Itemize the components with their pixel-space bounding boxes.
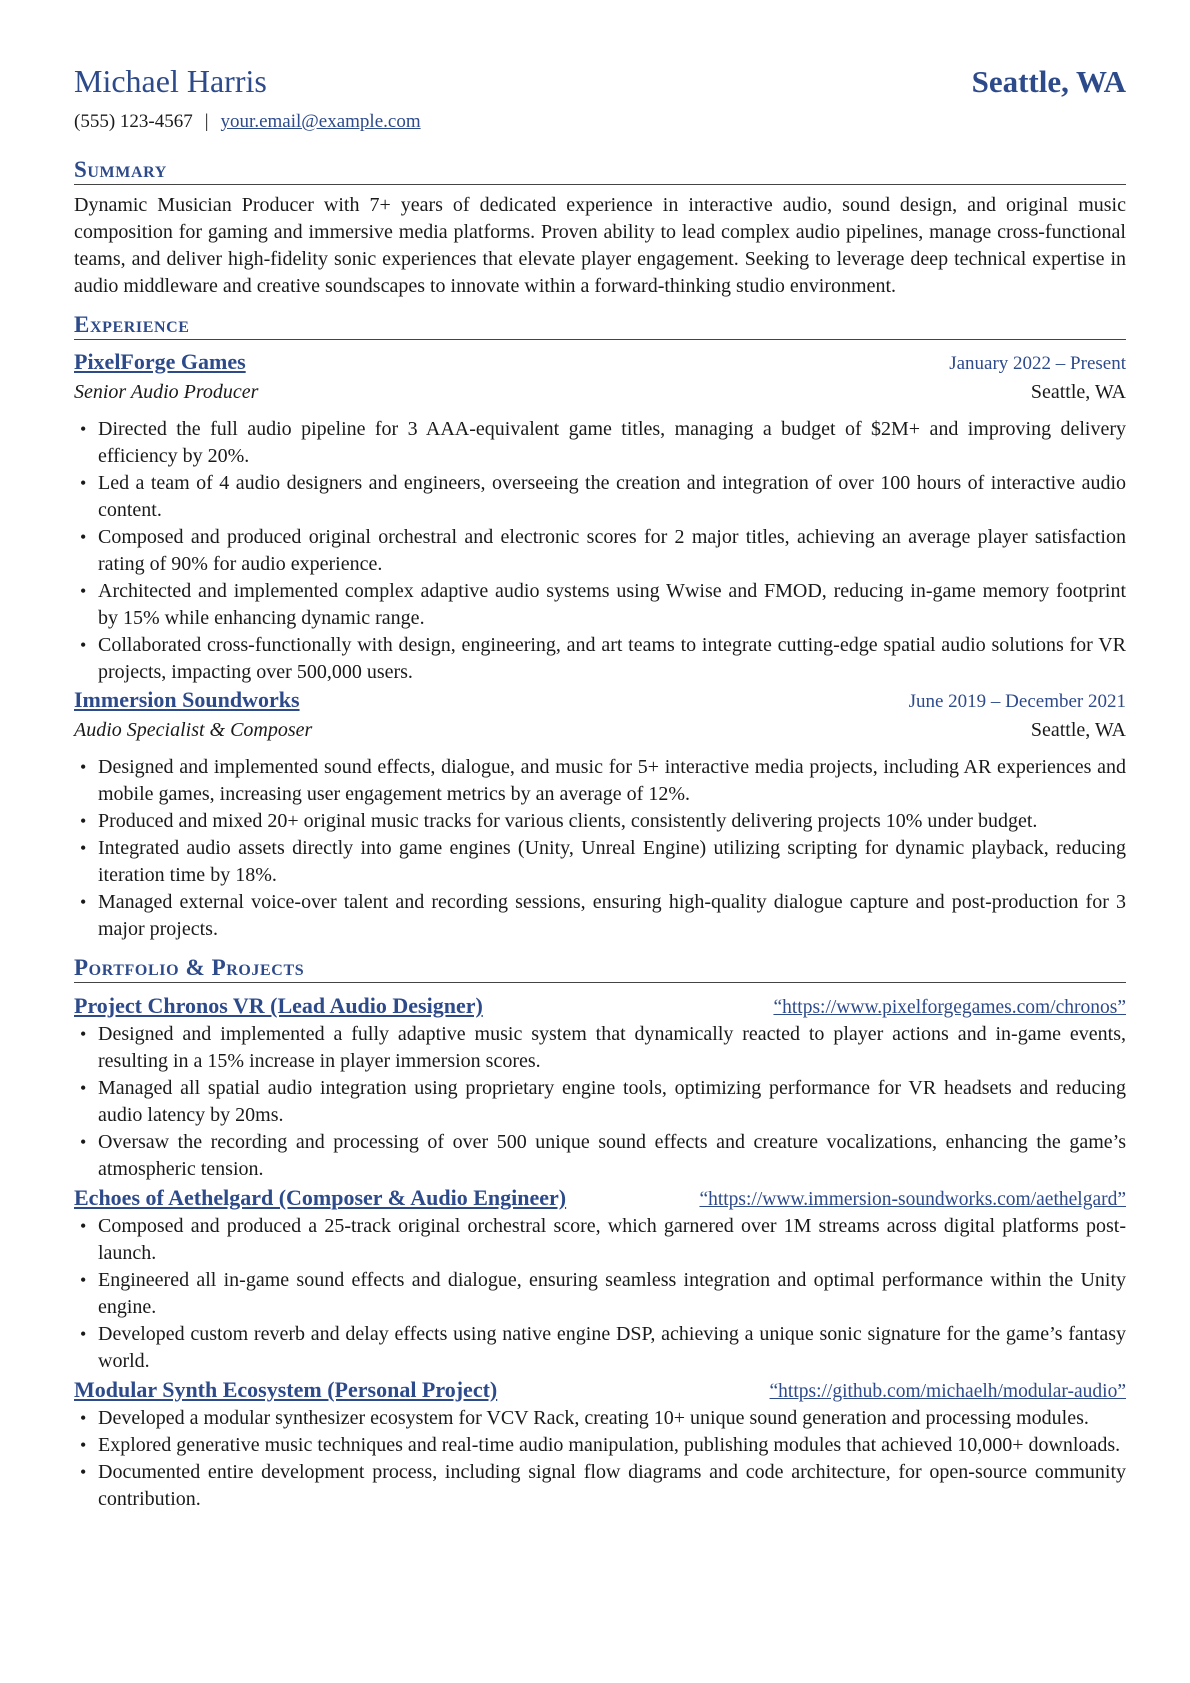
projects-heading: Portfolio & Projects <box>74 954 1126 983</box>
project-bullets <box>74 1213 1126 1375</box>
phone-number: (555) 123-4567 <box>74 111 193 132</box>
list-item: • Managed external voice-over talent and recording sessions, ensuring high-quality dialogue capture and post-production for 3 major projects. <box>74 889 1126 943</box>
job-location: Seattle, WA <box>1030 381 1126 403</box>
project-entry <box>74 1183 1126 1375</box>
project-header <box>74 991 1126 1021</box>
list-item: • Collaborated cross-functionally with design, engineering, and art teams to integrate cutting-edge spatial audio solutions for VR projects, impacting over 500,000 users. <box>74 632 1126 686</box>
company-name[interactable]: PixelForge Games <box>74 349 246 374</box>
job-subheader <box>74 717 1126 744</box>
list-item: • Documented entire development process, including signal flow diagrams and code architecture, for open-source community contribution. <box>74 1459 1126 1513</box>
job-bullets <box>74 416 1126 686</box>
project-url-link[interactable]: “https://www.immersion-soundworks.com/aethelgard” <box>699 1189 1126 1210</box>
experience-heading: Experience <box>74 311 1126 340</box>
company-name[interactable]: Immersion Soundworks <box>74 687 300 712</box>
job-entry <box>74 348 1126 686</box>
list-item: • Designed and implemented a fully adaptive music system that dynamically reacted to player actions and in-game events, resulting in a 15% increase in player immersion scores. <box>74 1021 1126 1075</box>
summary-text: Dynamic Musician Producer with 7+ years of dedicated experience in interactive audio, sound design, and original music composition for gaming and immersive media platforms. Proven ability to lead complex audio pipelines, manage cross-functional teams, and deliver high-fidelity sonic experiences that elevate player engagement. Seeking to leverage deep technical expertise in audio middleware and creative soundscapes to innovate within a forward-thinking studio environment. <box>74 194 1126 297</box>
list-item: • Integrated audio assets directly into game engines (Unity, Unreal Engine) utilizing scripting for dynamic playback, reducing iteration time by 18%. <box>74 835 1126 889</box>
job-title: Senior Audio Producer <box>74 381 259 403</box>
list-item: • Engineered all in-game sound effects and dialogue, ensuring seamless integration and optimal performance within the Unity engine. <box>74 1267 1126 1321</box>
projects-section <box>74 954 1126 1513</box>
job-subheader <box>74 379 1126 406</box>
project-entry <box>74 1375 1126 1513</box>
project-title[interactable]: Project Chronos VR (Lead Audio Designer) <box>74 993 483 1018</box>
list-item: • Led a team of 4 audio designers and engineers, overseeing the creation and integration of over 100 hours of interactive audio content. <box>74 470 1126 524</box>
list-item: • Explored generative music techniques and real-time audio manipulation, publishing modules that achieved 10,000+ downloads. <box>74 1432 1126 1459</box>
job-location: Seattle, WA <box>1030 719 1126 741</box>
project-title[interactable]: Modular Synth Ecosystem (Personal Project) <box>74 1377 498 1402</box>
job-header <box>74 348 1126 377</box>
job-title: Audio Specialist & Composer <box>74 719 313 741</box>
job-header <box>74 686 1126 715</box>
job-dates: January 2022 – Present <box>949 353 1126 374</box>
project-header <box>74 1183 1126 1213</box>
list-item: • Composed and produced a 25-track original orchestral score, which garnered over 1M streams across digital platforms post-launch. <box>74 1213 1126 1267</box>
candidate-name: Michael Harris <box>74 63 267 99</box>
project-bullets <box>74 1021 1126 1183</box>
job-entry <box>74 686 1126 943</box>
project-entry <box>74 991 1126 1183</box>
list-item: • Developed a modular synthesizer ecosystem for VCV Rack, creating 10+ unique sound generation and processing modules. <box>74 1405 1126 1432</box>
list-item: • Produced and mixed 20+ original music tracks for various clients, consistently delivering projects 10% under budget. <box>74 808 1126 835</box>
list-item: • Composed and produced original orchestral and electronic scores for 2 major titles, achieving an average player satisfaction rating of 90% for audio experience. <box>74 524 1126 578</box>
name-row <box>74 62 1126 100</box>
project-bullets <box>74 1405 1126 1513</box>
project-url-link[interactable]: “https://github.com/michaelh/modular-audio” <box>769 1381 1126 1402</box>
candidate-location: Seattle, WA <box>971 64 1126 99</box>
job-dates: June 2019 – December 2021 <box>908 691 1126 712</box>
project-title[interactable]: Echoes of Aethelgard (Composer & Audio Engineer) <box>74 1185 567 1210</box>
contact-separator: | <box>204 111 209 132</box>
list-item: • Oversaw the recording and processing of over 500 unique sound effects and creature vocalizations, enhancing the game’s atmospheric tension. <box>74 1129 1126 1183</box>
contact-line <box>74 108 1126 135</box>
list-item: • Directed the full audio pipeline for 3 AAA-equivalent game titles, managing a budget of $2M+ and improving delivery efficiency by 20%. <box>74 416 1126 470</box>
list-item: • Managed all spatial audio integration using proprietary engine tools, optimizing performance for VR headsets and reducing audio latency by 20ms. <box>74 1075 1126 1129</box>
experience-section <box>74 311 1126 943</box>
job-bullets <box>74 754 1126 943</box>
project-url-link[interactable]: “https://www.pixelforgegames.com/chronos” <box>773 997 1126 1018</box>
list-item: • Designed and implemented sound effects, dialogue, and music for 5+ interactive media projects, including AR experiences and mobile games, increasing user engagement metrics by an average of 12%. <box>74 754 1126 808</box>
email-link[interactable]: your.email@example.com <box>220 111 421 132</box>
list-item: • Developed custom reverb and delay effects using native engine DSP, achieving a unique sonic signature for the game’s fantasy world. <box>74 1321 1126 1375</box>
summary-section <box>74 156 1126 300</box>
summary-heading: Summary <box>74 156 1126 185</box>
list-item: • Architected and implemented complex adaptive audio systems using Wwise and FMOD, reducing in-game memory footprint by 15% while enhancing dynamic range. <box>74 578 1126 632</box>
resume-header <box>74 62 1126 135</box>
project-header <box>74 1375 1126 1405</box>
